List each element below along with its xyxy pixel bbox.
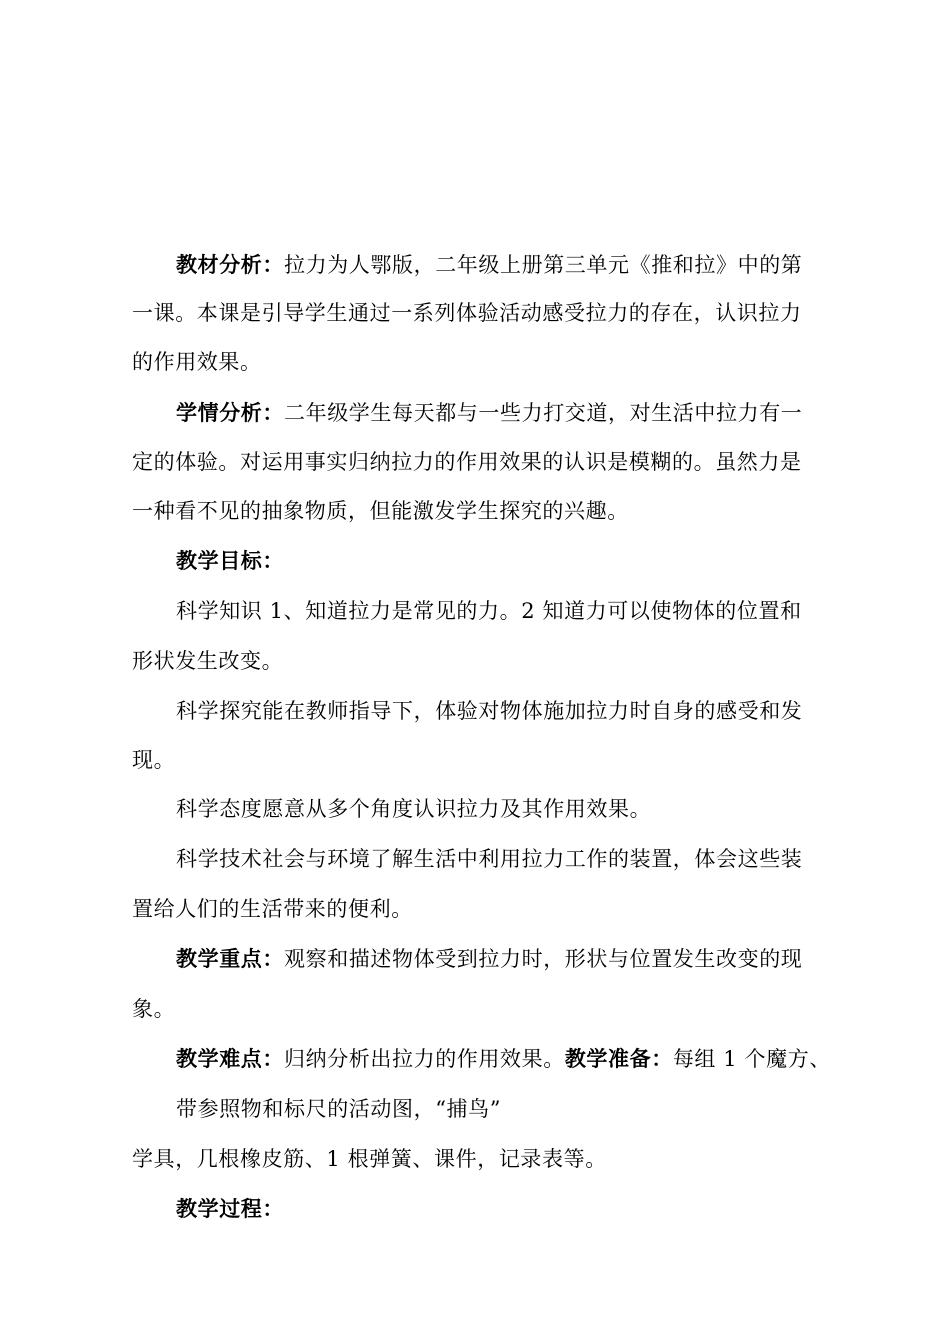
textbook-analysis-line-3: 的作用效果。 — [132, 350, 262, 374]
science-knowledge-line-1: 科学知识 1、知道拉力是常见的力。2 知道力可以使物体的位置和 — [176, 599, 802, 623]
sts-line-1: 科学技术社会与环境了解生活中利用拉力工作的装置，体会这些装 — [176, 847, 803, 871]
teaching-difficulty-label: 教学难点： — [176, 1047, 284, 1071]
science-knowledge-line-2: 形状发生改变。 — [132, 649, 284, 673]
learner-analysis-text-1: 二年级学生每天都与一些力打交道，对生活中拉力有一 — [284, 401, 803, 425]
science-inquiry-line-2: 现。 — [132, 748, 176, 772]
science-inquiry-line-1: 科学探究能在教师指导下，体验对物体施加拉力时自身的感受和发 — [176, 699, 803, 723]
learner-analysis-line-3: 一种看不见的抽象物质，但能激发学生探究的兴趣。 — [132, 499, 629, 523]
teaching-process-label: 教学过程： — [176, 1197, 284, 1221]
textbook-analysis-text-1: 拉力为人鄂版，二年级上册第三单元《推和拉》中的第 — [284, 253, 803, 277]
teaching-objectives-label: 教学目标： — [176, 549, 284, 573]
teaching-focus-label: 教学重点： — [176, 947, 284, 971]
textbook-analysis-label: 教材分析： — [176, 253, 284, 277]
teaching-preparation-text: 每组 1 个魔方、 — [672, 1047, 831, 1071]
teaching-focus-line-2: 象。 — [132, 997, 176, 1021]
sts-line-2: 置给人们的生活带来的便利。 — [132, 897, 413, 921]
teaching-preparation-label: 教学准备： — [564, 1047, 673, 1071]
learner-analysis-line-2: 定的体验。对运用事实归纳拉力的作用效果的认识是模糊的。虽然力是 — [132, 450, 802, 474]
textbook-analysis-line-1 — [176, 252, 802, 278]
science-attitude-line-1: 科学态度愿意从多个角度认识拉力及其作用效果。 — [176, 797, 652, 821]
preparation-line-2: 带参照物和标尺的活动图，“捕鸟” — [176, 1097, 502, 1121]
learner-analysis-label: 学情分析： — [176, 401, 284, 425]
teaching-focus-text-1: 观察和描述物体受到拉力时，形状与位置发生改变的现 — [284, 947, 803, 971]
teaching-process-heading — [176, 1196, 284, 1222]
teaching-objectives-heading — [176, 548, 284, 574]
learner-analysis-line-1 — [176, 400, 802, 426]
textbook-analysis-line-2: 一课。本课是引导学生通过一系列体验活动感受拉力的存在，认识拉力 — [132, 301, 802, 325]
difficulty-preparation-line — [176, 1046, 831, 1072]
preparation-line-3: 学具，几根橡皮筋、1 根弹簧、课件，记录表等。 — [132, 1147, 607, 1171]
teaching-difficulty-text: 归纳分析出拉力的作用效果。 — [284, 1047, 565, 1071]
teaching-focus-line-1 — [176, 946, 802, 972]
